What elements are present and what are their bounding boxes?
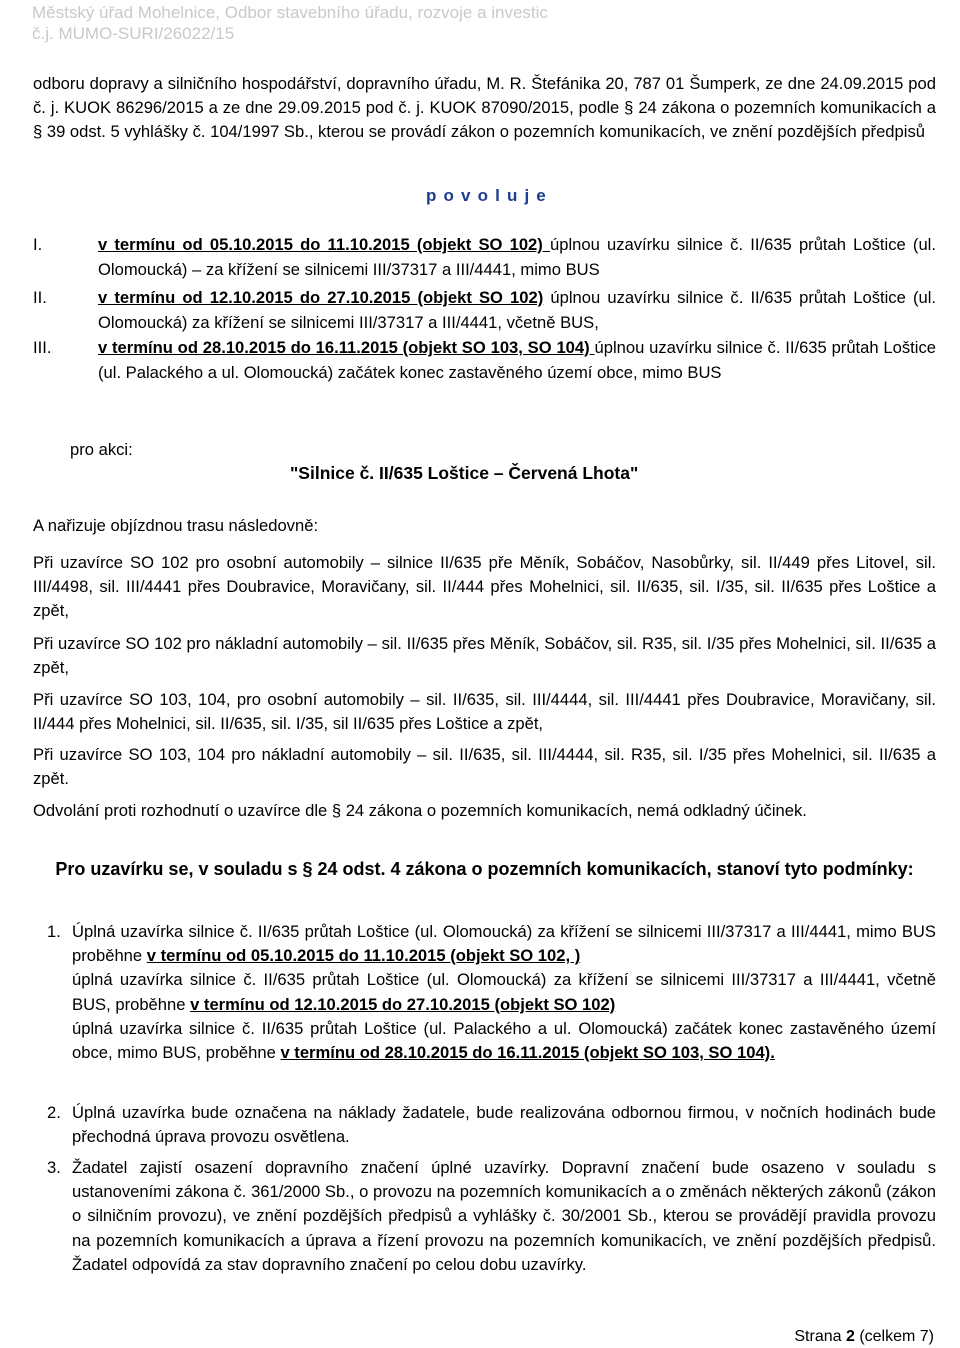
item-number: I. <box>33 235 43 254</box>
conditions-heading: Pro uzavírku se, v souladu s § 24 odst. 4 zákona o pozemních komunikacích, stanoví tyto podmínky: <box>55 859 914 879</box>
condition-text-part: úplná uzavírka silnice č. II/635 průtah Loštice (ul. Palackého a ul. Olomoucká) začátek konec zastavěného území obce, mimo BUS, proběhne <box>72 1018 936 1063</box>
footer-label: Strana <box>794 1328 846 1345</box>
detour-paragraph: Při uzavírce SO 103, 104, pro osobní automobily – sil. II/635, sil. III/4444, sil. III/4441 přes Doubravice, Moravičany, sil. II/444 přes Mohelnici, sil. II/635, sil. I/35, sil II/635 přes Loštice a zpět, <box>33 690 936 733</box>
condition-term: v termínu od 28.10.2015 do 16.11.2015 (objekt SO 103, SO 104). <box>280 1043 775 1063</box>
project-title: "Silnice č. II/635 Loštice – Červená Lhota" <box>290 463 639 483</box>
item-text: úplnou uzavírku silnice č. II/635 průtah Loštice (ul. Olomoucká) – za křížení se silnicemi III/37317 a III/4441, mimo BUS <box>98 235 936 279</box>
page-number: 2 <box>845 1328 855 1345</box>
detour-intro: A nařizuje objízdnou trasu následovně: <box>33 516 319 535</box>
item-number: II. <box>33 288 47 307</box>
item-term: v termínu od 12.10.2015 do 27.10.2015 (objekt SO 102) <box>98 288 544 307</box>
appeal-note: Odvolání proti rozhodnutí o uzavírce dle § 24 zákona o pozemních komunikacích, nemá odkladný účinek. <box>33 801 807 820</box>
page-footer <box>794 1328 934 1346</box>
condition-text-part: úplná uzavírka silnice č. II/635 průtah Loštice (ul. Olomoucká) za křížení se silnicemi III/37317 a III/4441, včetně BUS, proběhne <box>72 970 936 1014</box>
item-body <box>98 336 936 385</box>
detour-paragraph: Při uzavírce SO 102 pro osobní automobily – silnice II/635 pře Měník, Sobáčov, Nasobůrky, sil. II/449 přes Litovel, sil. III/4498, sil. III/4441 přes Doubravice, Moravičany, sil. II/444 přes Mohelnici, sil. II/635, sil. I/35, sil. II/635 přes Loštice a zpět, <box>33 553 936 620</box>
item-text: úplnou uzavírku silnice č. II/635 průtah Loštice (ul. Olomoucká) za křížení se silnicemi III/37317 a III/4441, včetně BUS, <box>98 288 937 332</box>
intro-paragraph: odboru dopravy a silničního hospodářství, dopravního úřadu, M. R. Štefánika 20, 787 01 Šumperk, ze dne 24.09.2015 pod č. j. KUOK 86296/2015 a ze dne 29.09.2015 pod č. j. KUOK 87090/2015, podle § 24 zákona o pozemních komunikacích a § 39 odst. 5 vyhlášky č. 104/1997 Sb., kterou se provádí zákon o pozemních komunikacích, ve znění pozdějších předpisů <box>33 74 936 141</box>
detour-paragraph: Při uzavírce SO 102 pro nákladní automobily – sil. II/635 přes Měník, Sobáčov, sil. R35, sil. I/35 přes Mohelnici, sil. II/635 a zpět, <box>33 634 936 677</box>
page-total: (celkem 7) <box>854 1328 934 1345</box>
item-body <box>98 286 936 335</box>
condition-number: 2. <box>47 1103 61 1122</box>
header-reference: č.j. MUMO-SURI/26022/15 <box>32 24 235 43</box>
item-body <box>98 233 936 282</box>
condition-number: 1. <box>47 922 61 941</box>
condition-term: v termínu od 12.10.2015 do 27.10.2015 (objekt SO 102) <box>190 994 616 1014</box>
condition-number: 3. <box>47 1158 61 1177</box>
decision-verb: p o v o l u j e <box>426 186 546 205</box>
detour-paragraph: Při uzavírce SO 103, 104 pro nákladní automobily – sil. II/635, sil. III/4444, sil. R35, sil. I/35 přes Mohelnici, sil. II/635 a zpět. <box>33 745 936 788</box>
condition-term: v termínu od 05.10.2015 do 11.10.2015 (objekt SO 102, ) <box>146 946 581 966</box>
condition-text: Žadatel zajistí osazení dopravního značení úplné uzavírky. Dopravní značení bude osazeno v souladu s ustanoveními zákona č. 361/2000 Sb., o provozu na pozemních komunikacích a o změnách některých zákonů (zákon o silničním provozu), ve znění pozdějších předpisů a vyhlášky č. 30/2001 Sb., kterou se provádějí pravidla provozu na pozemních komunikacích a úprava a řízení provozu na pozemních komunikacích, ve znění pozdějších předpisů. Žadatel odpovídá za stav dopravního značení po celou dobu uzavírky. <box>72 1158 936 1274</box>
item-number: III. <box>33 338 52 357</box>
condition-text <box>72 920 936 1065</box>
item-term: v termínu od 05.10.2015 do 11.10.2015 (objekt SO 102) <box>98 235 550 254</box>
condition-text: Úplná uzavírka bude označena na náklady žadatele, bude realizována odbornou firmou, v nočních hodinách bude přechodná úprava provozu osvětlena. <box>72 1103 936 1147</box>
document-header <box>32 2 548 44</box>
item-term: v termínu od 28.10.2015 do 16.11.2015 (objekt SO 103, SO 104) <box>98 338 595 357</box>
pro-akci-label: pro akci: <box>70 440 133 459</box>
item-text: úplnou uzavírku silnice č. II/635 průtah Loštice (ul. Palackého a ul. Olomoucká) začátek konec zastavěného území obce, mimo BUS <box>98 338 936 382</box>
header-office: Městský úřad Mohelnice, Odbor stavebního úřadu, rozvoje a investic <box>32 3 548 22</box>
condition-text-part: Úplná uzavírka silnice č. II/635 průtah Loštice (ul. Olomoucká) za křížení se silnicemi III/37317 a III/4441, mimo BUS proběhne <box>72 922 936 966</box>
